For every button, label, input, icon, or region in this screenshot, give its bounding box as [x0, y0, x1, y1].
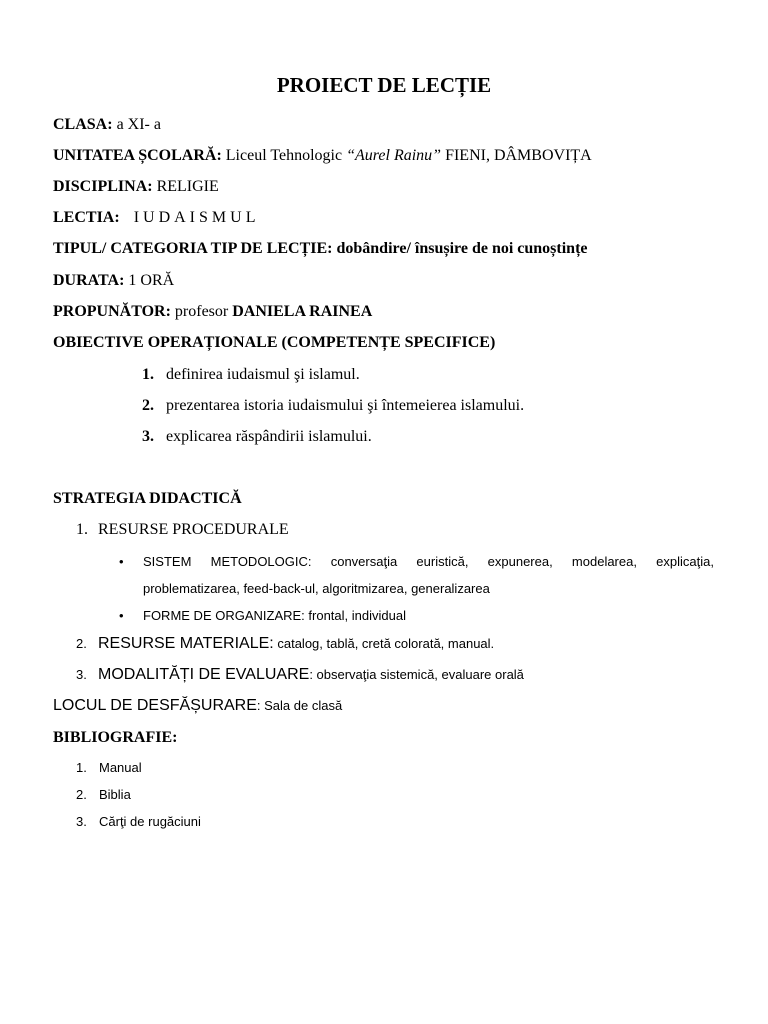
durata-label: DURATA:: [53, 272, 125, 289]
obiectiv-number: 2.: [142, 397, 154, 414]
disciplina-value: RELIGIE: [152, 178, 219, 195]
obiectiv-item: [142, 426, 372, 448]
bullet-value: frontal, individual: [304, 608, 406, 623]
evaluare-text: : observaţia sistemică, evaluare orală: [309, 667, 524, 682]
bibliografie-number: 1.: [76, 760, 87, 775]
obiectiv-number: 1.: [142, 366, 154, 383]
bibliografie-item: [76, 758, 142, 778]
resurse-materiale-item: [76, 633, 494, 655]
tipul-value: dobândire/ însușire de noi cunoștințe: [332, 240, 588, 257]
bibliografie-text: Cărţi de rugăciuni: [99, 814, 201, 829]
propunator-value-pre: profesor: [170, 303, 233, 320]
obiectiv-item: [142, 395, 524, 417]
resurse-procedurale-number: 1.: [76, 521, 88, 538]
clasa-label: CLASA:: [53, 116, 113, 133]
resurse-procedurale-item: [76, 519, 289, 541]
bullet-icon: •: [119, 608, 124, 623]
unitatea-value-pre: Liceul Tehnologic: [221, 147, 347, 164]
durata-line: [53, 270, 174, 292]
bibliografie-item: [76, 812, 201, 832]
unitatea-value-post: FIENI, DÂMBOVIȚA: [441, 147, 592, 164]
obiective-heading: OBIECTIVE OPERAȚIONALE (COMPETENȚE SPECIFICE): [53, 334, 496, 351]
disciplina-line: [53, 176, 219, 198]
bullet-item-sistem: [119, 548, 714, 602]
locul-label: LOCUL DE DESFĂȘURARE: [53, 697, 257, 714]
lectia-line: [53, 207, 259, 229]
resurse-materiale-number: 2.: [76, 636, 87, 651]
unitatea-line: [53, 145, 592, 167]
evaluare-label: MODALITĂȚI DE EVALUARE: [98, 666, 310, 683]
bullet-item-forme: [119, 602, 714, 629]
bibliografie-text: Manual: [99, 760, 142, 775]
locul-text: : Sala de clasă: [256, 698, 343, 713]
bibliografie-number: 3.: [76, 814, 87, 829]
bibliografie-text: Biblia: [99, 787, 131, 802]
unitatea-label: UNITATEA ȘCOLARĂ:: [53, 147, 222, 164]
evaluare-number: 3.: [76, 667, 87, 682]
bibliografie-item: [76, 785, 131, 805]
propunator-value-bold: DANIELA RAINEA: [232, 303, 373, 320]
clasa-line: [53, 114, 161, 136]
bibliografie-heading: BIBLIOGRAFIE:: [53, 729, 178, 746]
tipul-line: [53, 238, 588, 260]
obiectiv-text: explicarea răspândirii islamului.: [166, 428, 372, 445]
bullet-label: SISTEM METODOLOGIC:: [143, 554, 312, 569]
obiectiv-text: definirea iudaismul şi islamul.: [166, 366, 360, 383]
bullet-icon: •: [119, 554, 124, 569]
bibliografie-number: 2.: [76, 787, 87, 802]
lectia-value: IUDAISMUL: [133, 209, 260, 226]
resurse-procedurale-label: RESURSE PROCEDURALE: [98, 521, 289, 538]
bullet-text: [143, 548, 714, 602]
bullet-value: conversaţia euristică, expunerea, modelarea, explicaţia, problematizarea, feed-back-ul, algoritmizarea, generalizarea: [143, 554, 714, 596]
bullet-text: [143, 602, 714, 629]
propunator-line: [53, 301, 372, 323]
bullet-label: FORME DE ORGANIZARE:: [143, 608, 305, 623]
page-title: PROIECT DE LECȚIE: [276, 73, 492, 97]
lectia-label: LECTIA:: [53, 209, 120, 226]
evaluare-item: [76, 664, 524, 686]
obiectiv-number: 3.: [142, 428, 154, 445]
resurse-materiale-text: catalog, tablă, cretă colorată, manual.: [273, 636, 495, 651]
obiectiv-text: prezentarea istoria iudaismului şi întemeierea islamului.: [166, 397, 525, 414]
obiectiv-item: [142, 364, 360, 386]
resurse-materiale-label: RESURSE MATERIALE:: [98, 635, 274, 652]
unitatea-value-italic: “Aurel Rainu”: [346, 147, 442, 164]
disciplina-label: DISCIPLINA:: [53, 178, 153, 195]
tipul-label: TIPUL/ CATEGORIA TIP DE LECȚIE:: [53, 240, 333, 257]
durata-value: 1 ORĂ: [124, 272, 175, 289]
propunator-label: PROPUNĂTOR:: [53, 303, 171, 320]
locul-line: [53, 695, 342, 717]
strategia-heading: STRATEGIA DIDACTICĂ: [53, 490, 242, 507]
clasa-value: a XI- a: [112, 116, 161, 133]
